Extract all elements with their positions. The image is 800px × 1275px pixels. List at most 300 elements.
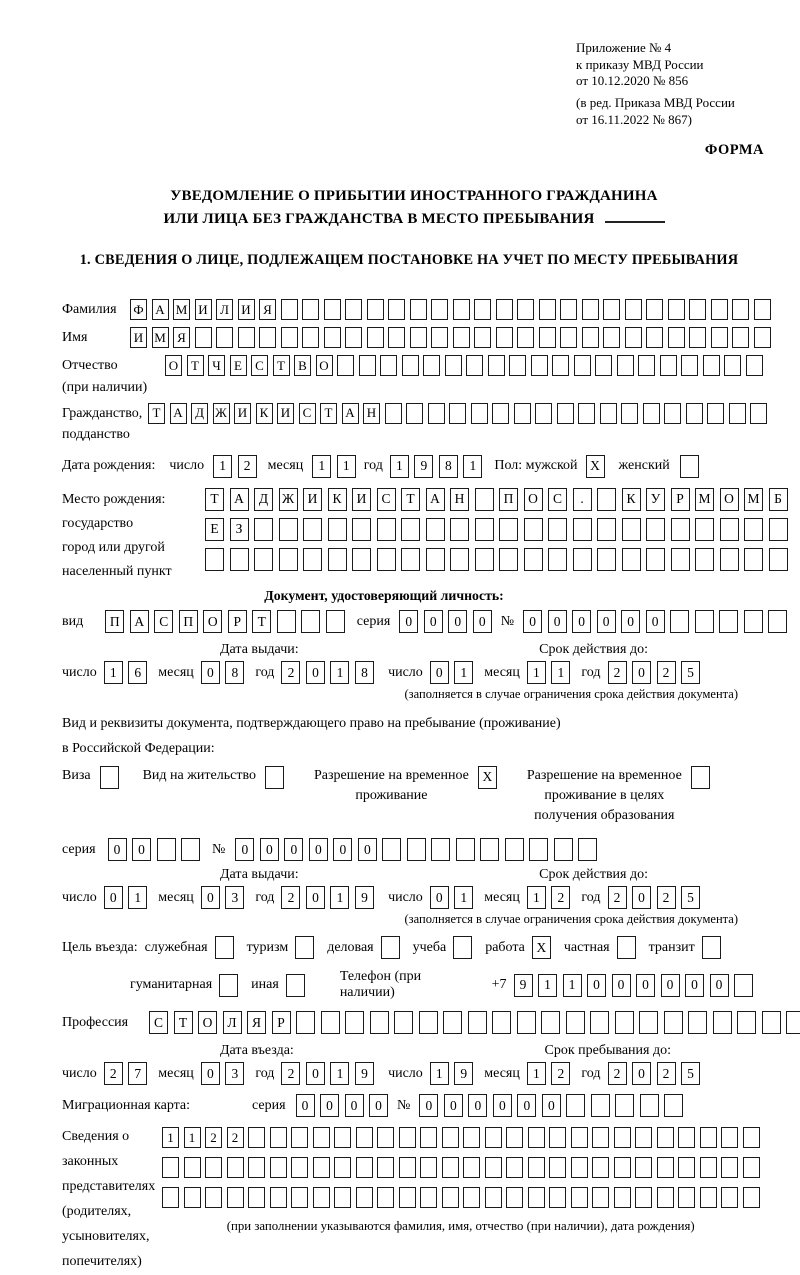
char-box[interactable]: О [316,355,333,376]
char-box[interactable] [480,838,499,861]
char-box[interactable] [326,610,345,633]
char-box[interactable] [768,610,787,633]
char-box[interactable] [566,1011,585,1034]
char-box[interactable]: 1 [463,455,482,478]
char-box[interactable] [743,1157,760,1178]
char-box[interactable]: 8 [355,661,374,684]
char-box[interactable] [499,548,518,571]
char-box[interactable] [420,1187,437,1208]
char-box[interactable]: 2 [205,1127,222,1148]
char-box[interactable] [746,355,763,376]
char-box[interactable]: 0 [468,1094,487,1117]
char-box[interactable]: М [744,488,763,511]
char-box[interactable]: 0 [201,1062,220,1085]
char-box[interactable] [456,838,475,861]
char-box[interactable] [295,936,314,959]
char-box[interactable] [664,1094,683,1117]
char-box[interactable]: И [130,327,147,348]
char-box[interactable]: 2 [227,1127,244,1148]
char-box[interactable] [215,936,234,959]
char-box[interactable] [356,1187,373,1208]
char-box[interactable] [356,1127,373,1148]
char-box[interactable]: С [548,488,567,511]
char-box[interactable] [367,299,384,320]
char-box[interactable] [449,403,466,424]
char-box[interactable]: С [377,488,396,511]
char-box[interactable]: X [478,766,497,789]
char-box[interactable] [670,610,689,633]
char-box[interactable] [423,355,440,376]
char-box[interactable]: 0 [710,974,729,997]
char-box[interactable]: 2 [551,886,570,909]
char-box[interactable]: У [646,488,665,511]
char-box[interactable] [370,1011,389,1034]
char-box[interactable] [463,1127,480,1148]
char-box[interactable] [291,1187,308,1208]
char-box[interactable] [453,327,470,348]
char-box[interactable]: 9 [355,886,374,909]
char-box[interactable] [219,974,238,997]
char-box[interactable] [762,1011,781,1034]
char-box[interactable] [248,1127,265,1148]
char-box[interactable] [638,355,655,376]
char-box[interactable]: 2 [657,1062,676,1085]
char-box[interactable] [450,518,469,541]
char-box[interactable] [426,518,445,541]
char-box[interactable] [578,838,597,861]
char-box[interactable] [549,1127,566,1148]
char-box[interactable]: К [622,488,641,511]
char-box[interactable] [419,1011,438,1034]
char-box[interactable] [640,1094,659,1117]
char-box[interactable]: А [170,403,187,424]
char-box[interactable]: Р [228,610,247,633]
char-box[interactable] [668,299,685,320]
gender-male-checkbox[interactable] [586,455,605,478]
char-box[interactable] [345,299,362,320]
char-box[interactable] [281,299,298,320]
char-box[interactable]: 0 [523,610,542,633]
char-box[interactable] [560,299,577,320]
char-box[interactable]: 0 [419,1094,438,1117]
char-box[interactable] [603,299,620,320]
char-box[interactable]: С [154,610,173,633]
char-box[interactable] [377,548,396,571]
char-box[interactable]: 8 [225,661,244,684]
char-box[interactable] [334,1127,351,1148]
char-box[interactable] [270,1127,287,1148]
purpose-tourism-checkbox[interactable] [295,936,314,959]
char-box[interactable] [571,1127,588,1148]
char-box[interactable]: З [230,518,249,541]
temp-residence-edu-checkbox[interactable] [691,766,710,789]
char-box[interactable] [678,1157,695,1178]
char-box[interactable] [475,488,494,511]
char-box[interactable] [720,518,739,541]
char-box[interactable] [668,327,685,348]
char-box[interactable] [549,1157,566,1178]
char-box[interactable]: Т [148,403,165,424]
char-box[interactable]: 1 [337,455,356,478]
char-box[interactable] [313,1127,330,1148]
char-box[interactable] [428,403,445,424]
char-box[interactable] [431,327,448,348]
char-box[interactable]: 3 [225,1062,244,1085]
char-box[interactable]: К [328,488,347,511]
char-box[interactable]: О [198,1011,217,1034]
char-box[interactable] [517,1011,536,1034]
char-box[interactable]: 0 [632,1062,651,1085]
char-box[interactable] [560,327,577,348]
char-box[interactable]: Ж [213,403,230,424]
char-box[interactable]: Т [252,610,271,633]
char-box[interactable]: Д [191,403,208,424]
char-box[interactable]: 8 [439,455,458,478]
char-box[interactable] [597,518,616,541]
char-box[interactable]: 0 [235,838,254,861]
char-box[interactable]: Т [401,488,420,511]
char-box[interactable] [719,610,738,633]
char-box[interactable]: 0 [430,886,449,909]
char-box[interactable] [442,1187,459,1208]
char-box[interactable] [401,548,420,571]
char-box[interactable]: 0 [493,1094,512,1117]
char-box[interactable] [528,1127,545,1148]
char-box[interactable]: 0 [284,838,303,861]
char-box[interactable] [622,518,641,541]
char-box[interactable] [592,1127,609,1148]
char-box[interactable] [590,1011,609,1034]
char-box[interactable] [406,403,423,424]
char-box[interactable] [646,327,663,348]
char-box[interactable]: Ф [130,299,147,320]
char-box[interactable]: И [234,403,251,424]
char-box[interactable] [724,355,741,376]
char-box[interactable]: И [352,488,371,511]
char-box[interactable] [721,1157,738,1178]
char-box[interactable] [157,838,176,861]
char-box[interactable]: 0 [587,974,606,997]
char-box[interactable]: Л [216,299,233,320]
char-box[interactable] [786,1011,800,1034]
char-box[interactable]: 1 [390,455,409,478]
char-box[interactable] [381,936,400,959]
char-box[interactable]: . [573,488,592,511]
char-box[interactable] [270,1187,287,1208]
char-box[interactable] [688,1011,707,1034]
purpose-work-checkbox[interactable] [532,936,551,959]
char-box[interactable]: Ч [208,355,225,376]
char-box[interactable]: О [165,355,182,376]
char-box[interactable] [713,1011,732,1034]
char-box[interactable] [328,548,347,571]
char-box[interactable] [614,1157,631,1178]
char-box[interactable]: А [342,403,359,424]
char-box[interactable] [615,1094,634,1117]
char-box[interactable] [571,1157,588,1178]
char-box[interactable]: И [238,299,255,320]
char-box[interactable] [394,1011,413,1034]
char-box[interactable]: 0 [108,838,127,861]
char-box[interactable] [524,548,543,571]
purpose-business-checkbox[interactable] [381,936,400,959]
char-box[interactable] [625,327,642,348]
char-box[interactable] [345,1011,364,1034]
char-box[interactable] [380,355,397,376]
char-box[interactable] [506,1127,523,1148]
char-box[interactable] [442,1127,459,1148]
char-box[interactable] [303,548,322,571]
char-box[interactable] [582,327,599,348]
purpose-transit-checkbox[interactable] [702,936,721,959]
char-box[interactable]: 5 [681,886,700,909]
char-box[interactable] [595,355,612,376]
char-box[interactable] [385,403,402,424]
char-box[interactable] [279,548,298,571]
char-box[interactable] [420,1157,437,1178]
char-box[interactable]: 1 [330,1062,349,1085]
char-box[interactable]: 0 [424,610,443,633]
char-box[interactable]: 1 [312,455,331,478]
char-box[interactable] [769,548,788,571]
char-box[interactable] [286,974,305,997]
char-box[interactable]: Е [205,518,224,541]
char-box[interactable] [506,1187,523,1208]
char-box[interactable]: 0 [632,661,651,684]
char-box[interactable] [548,548,567,571]
char-box[interactable] [539,299,556,320]
char-box[interactable] [695,518,714,541]
char-box[interactable] [291,1127,308,1148]
char-box[interactable] [744,548,763,571]
char-box[interactable] [721,1187,738,1208]
char-box[interactable] [270,1157,287,1178]
char-box[interactable] [703,355,720,376]
char-box[interactable] [702,936,721,959]
char-box[interactable]: 2 [608,1062,627,1085]
char-box[interactable]: 5 [681,661,700,684]
char-box[interactable]: Т [320,403,337,424]
char-box[interactable] [548,518,567,541]
char-box[interactable] [754,327,771,348]
char-box[interactable] [744,610,763,633]
char-box[interactable] [445,355,462,376]
char-box[interactable]: 2 [657,661,676,684]
char-box[interactable]: 0 [306,661,325,684]
char-box[interactable]: 0 [369,1094,388,1117]
char-box[interactable] [617,355,634,376]
char-box[interactable]: С [149,1011,168,1034]
char-box[interactable]: 0 [448,610,467,633]
char-box[interactable]: 0 [358,838,377,861]
char-box[interactable]: 1 [538,974,557,997]
char-box[interactable] [573,548,592,571]
char-box[interactable]: Ж [279,488,298,511]
char-box[interactable] [277,610,296,633]
char-box[interactable] [614,1187,631,1208]
purpose-private-checkbox[interactable] [617,936,636,959]
char-box[interactable]: 1 [454,886,473,909]
char-box[interactable]: 1 [104,661,123,684]
char-box[interactable]: 0 [306,886,325,909]
char-box[interactable] [549,1187,566,1208]
char-box[interactable] [566,1094,585,1117]
char-box[interactable]: П [499,488,518,511]
char-box[interactable] [324,299,341,320]
char-box[interactable] [388,327,405,348]
char-box[interactable] [571,1187,588,1208]
char-box[interactable]: 0 [473,610,492,633]
char-box[interactable] [162,1187,179,1208]
char-box[interactable] [496,299,513,320]
purpose-humanitarian-checkbox[interactable] [219,974,238,997]
char-box[interactable] [492,403,509,424]
char-box[interactable] [539,327,556,348]
char-box[interactable]: 0 [132,838,151,861]
char-box[interactable] [509,355,526,376]
char-box[interactable] [664,1011,683,1034]
visa-checkbox[interactable] [100,766,119,789]
char-box[interactable] [734,974,753,997]
char-box[interactable] [700,1157,717,1178]
char-box[interactable] [453,936,472,959]
char-box[interactable] [732,299,749,320]
char-box[interactable]: 0 [685,974,704,997]
char-box[interactable]: 9 [454,1062,473,1085]
char-box[interactable] [181,838,200,861]
char-box[interactable]: О [524,488,543,511]
char-box[interactable] [499,518,518,541]
char-box[interactable]: 0 [430,661,449,684]
char-box[interactable] [743,1127,760,1148]
char-box[interactable] [686,403,703,424]
char-box[interactable]: 1 [527,1062,546,1085]
char-box[interactable] [352,518,371,541]
char-box[interactable]: 0 [345,1094,364,1117]
char-box[interactable] [744,518,763,541]
char-box[interactable]: 0 [646,610,665,633]
char-box[interactable]: 1 [213,455,232,478]
char-box[interactable]: Я [247,1011,266,1034]
char-box[interactable] [485,1127,502,1148]
char-box[interactable] [471,403,488,424]
char-box[interactable]: И [195,299,212,320]
char-box[interactable] [345,327,362,348]
char-box[interactable]: 2 [657,886,676,909]
char-box[interactable] [313,1157,330,1178]
char-box[interactable]: Т [187,355,204,376]
char-box[interactable] [227,1157,244,1178]
char-box[interactable] [622,548,641,571]
char-box[interactable] [205,1187,222,1208]
char-box[interactable] [552,355,569,376]
char-box[interactable]: 9 [514,974,533,997]
char-box[interactable]: 3 [225,886,244,909]
char-box[interactable] [410,299,427,320]
char-box[interactable] [695,610,714,633]
char-box[interactable] [442,1157,459,1178]
char-box[interactable] [657,1187,674,1208]
char-box[interactable] [573,518,592,541]
char-box[interactable]: 0 [548,610,567,633]
char-box[interactable]: 2 [551,1062,570,1085]
char-box[interactable] [377,1187,394,1208]
char-box[interactable] [399,1127,416,1148]
char-box[interactable] [657,1127,674,1148]
char-box[interactable] [302,299,319,320]
char-box[interactable] [578,403,595,424]
char-box[interactable] [528,1157,545,1178]
char-box[interactable]: 1 [330,661,349,684]
char-box[interactable] [195,327,212,348]
char-box[interactable] [750,403,767,424]
char-box[interactable] [474,299,491,320]
char-box[interactable]: 0 [621,610,640,633]
char-box[interactable] [399,1157,416,1178]
char-box[interactable] [259,327,276,348]
char-box[interactable]: 1 [563,974,582,997]
char-box[interactable] [205,1157,222,1178]
char-box[interactable] [463,1157,480,1178]
purpose-other-checkbox[interactable] [286,974,305,997]
char-box[interactable] [474,327,491,348]
char-box[interactable] [279,518,298,541]
char-box[interactable] [671,518,690,541]
char-box[interactable]: 1 [162,1127,179,1148]
char-box[interactable] [615,1011,634,1034]
char-box[interactable] [402,355,419,376]
char-box[interactable] [313,1187,330,1208]
char-box[interactable] [475,518,494,541]
char-box[interactable] [671,548,690,571]
char-box[interactable]: 0 [542,1094,561,1117]
char-box[interactable]: Я [173,327,190,348]
char-box[interactable]: Е [230,355,247,376]
char-box[interactable] [367,327,384,348]
char-box[interactable] [737,1011,756,1034]
char-box[interactable] [657,1157,674,1178]
char-box[interactable]: 9 [355,1062,374,1085]
char-box[interactable] [597,548,616,571]
char-box[interactable]: 0 [661,974,680,997]
char-box[interactable]: 0 [201,661,220,684]
char-box[interactable]: 2 [281,661,300,684]
char-box[interactable]: 0 [612,974,631,997]
char-box[interactable] [488,355,505,376]
char-box[interactable] [582,299,599,320]
char-box[interactable] [664,403,681,424]
char-box[interactable] [517,327,534,348]
char-box[interactable] [450,548,469,571]
char-box[interactable] [643,403,660,424]
char-box[interactable]: О [720,488,739,511]
char-box[interactable]: 0 [632,886,651,909]
purpose-study-checkbox[interactable] [453,936,472,959]
char-box[interactable]: 0 [104,886,123,909]
char-box[interactable] [227,1187,244,1208]
char-box[interactable]: 2 [281,1062,300,1085]
char-box[interactable] [184,1157,201,1178]
char-box[interactable] [296,1011,315,1034]
char-box[interactable] [216,327,233,348]
char-box[interactable]: П [179,610,198,633]
char-box[interactable]: 2 [104,1062,123,1085]
char-box[interactable] [614,1127,631,1148]
temp-residence-checkbox[interactable] [478,766,497,789]
char-box[interactable]: Б [769,488,788,511]
char-box[interactable] [453,299,470,320]
char-box[interactable] [505,838,524,861]
